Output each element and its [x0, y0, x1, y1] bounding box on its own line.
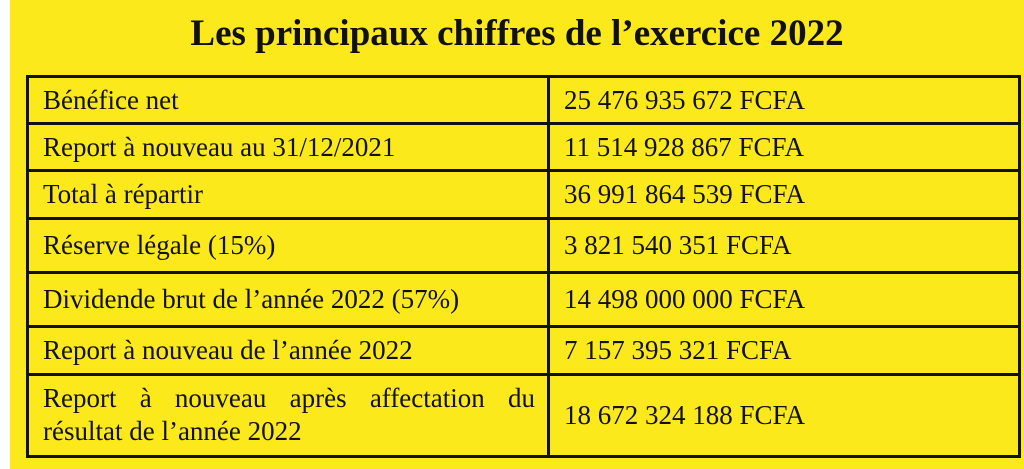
row-label: Report à nouveau après affectation du résultat de l’année 2022 — [28, 374, 549, 457]
row-label: Total à répartir — [28, 171, 549, 218]
row-label: Report à nouveau au 31/12/2021 — [28, 124, 549, 171]
row-value: 25 476 935 672 FCFA — [549, 77, 1020, 124]
row-value: 36 991 864 539 FCFA — [549, 171, 1020, 218]
row-value: 18 672 324 188 FCFA — [549, 374, 1020, 457]
row-value: 7 157 395 321 FCFA — [549, 327, 1020, 374]
row-value: 11 514 928 867 FCFA — [549, 124, 1020, 171]
row-value: 14 498 000 000 FCFA — [549, 272, 1020, 326]
row-label: Bénéfice net — [28, 77, 549, 124]
table-row — [28, 327, 1020, 374]
table-row — [28, 374, 1020, 457]
table-row — [28, 171, 1020, 218]
row-label: Dividende brut de l’année 2022 (57%) — [28, 272, 549, 326]
row-value: 3 821 540 351 FCFA — [549, 218, 1020, 272]
figures-panel — [10, 0, 1024, 469]
figures-table — [26, 75, 1021, 458]
table-row — [28, 272, 1020, 326]
table-row — [28, 218, 1020, 272]
table-row — [28, 77, 1020, 124]
row-label: Réserve légale (15%) — [28, 218, 549, 272]
page-title: Les principaux chiffres de l’exercice 2022 — [190, 13, 844, 54]
table-row — [28, 124, 1020, 171]
row-label: Report à nouveau de l’année 2022 — [28, 327, 549, 374]
